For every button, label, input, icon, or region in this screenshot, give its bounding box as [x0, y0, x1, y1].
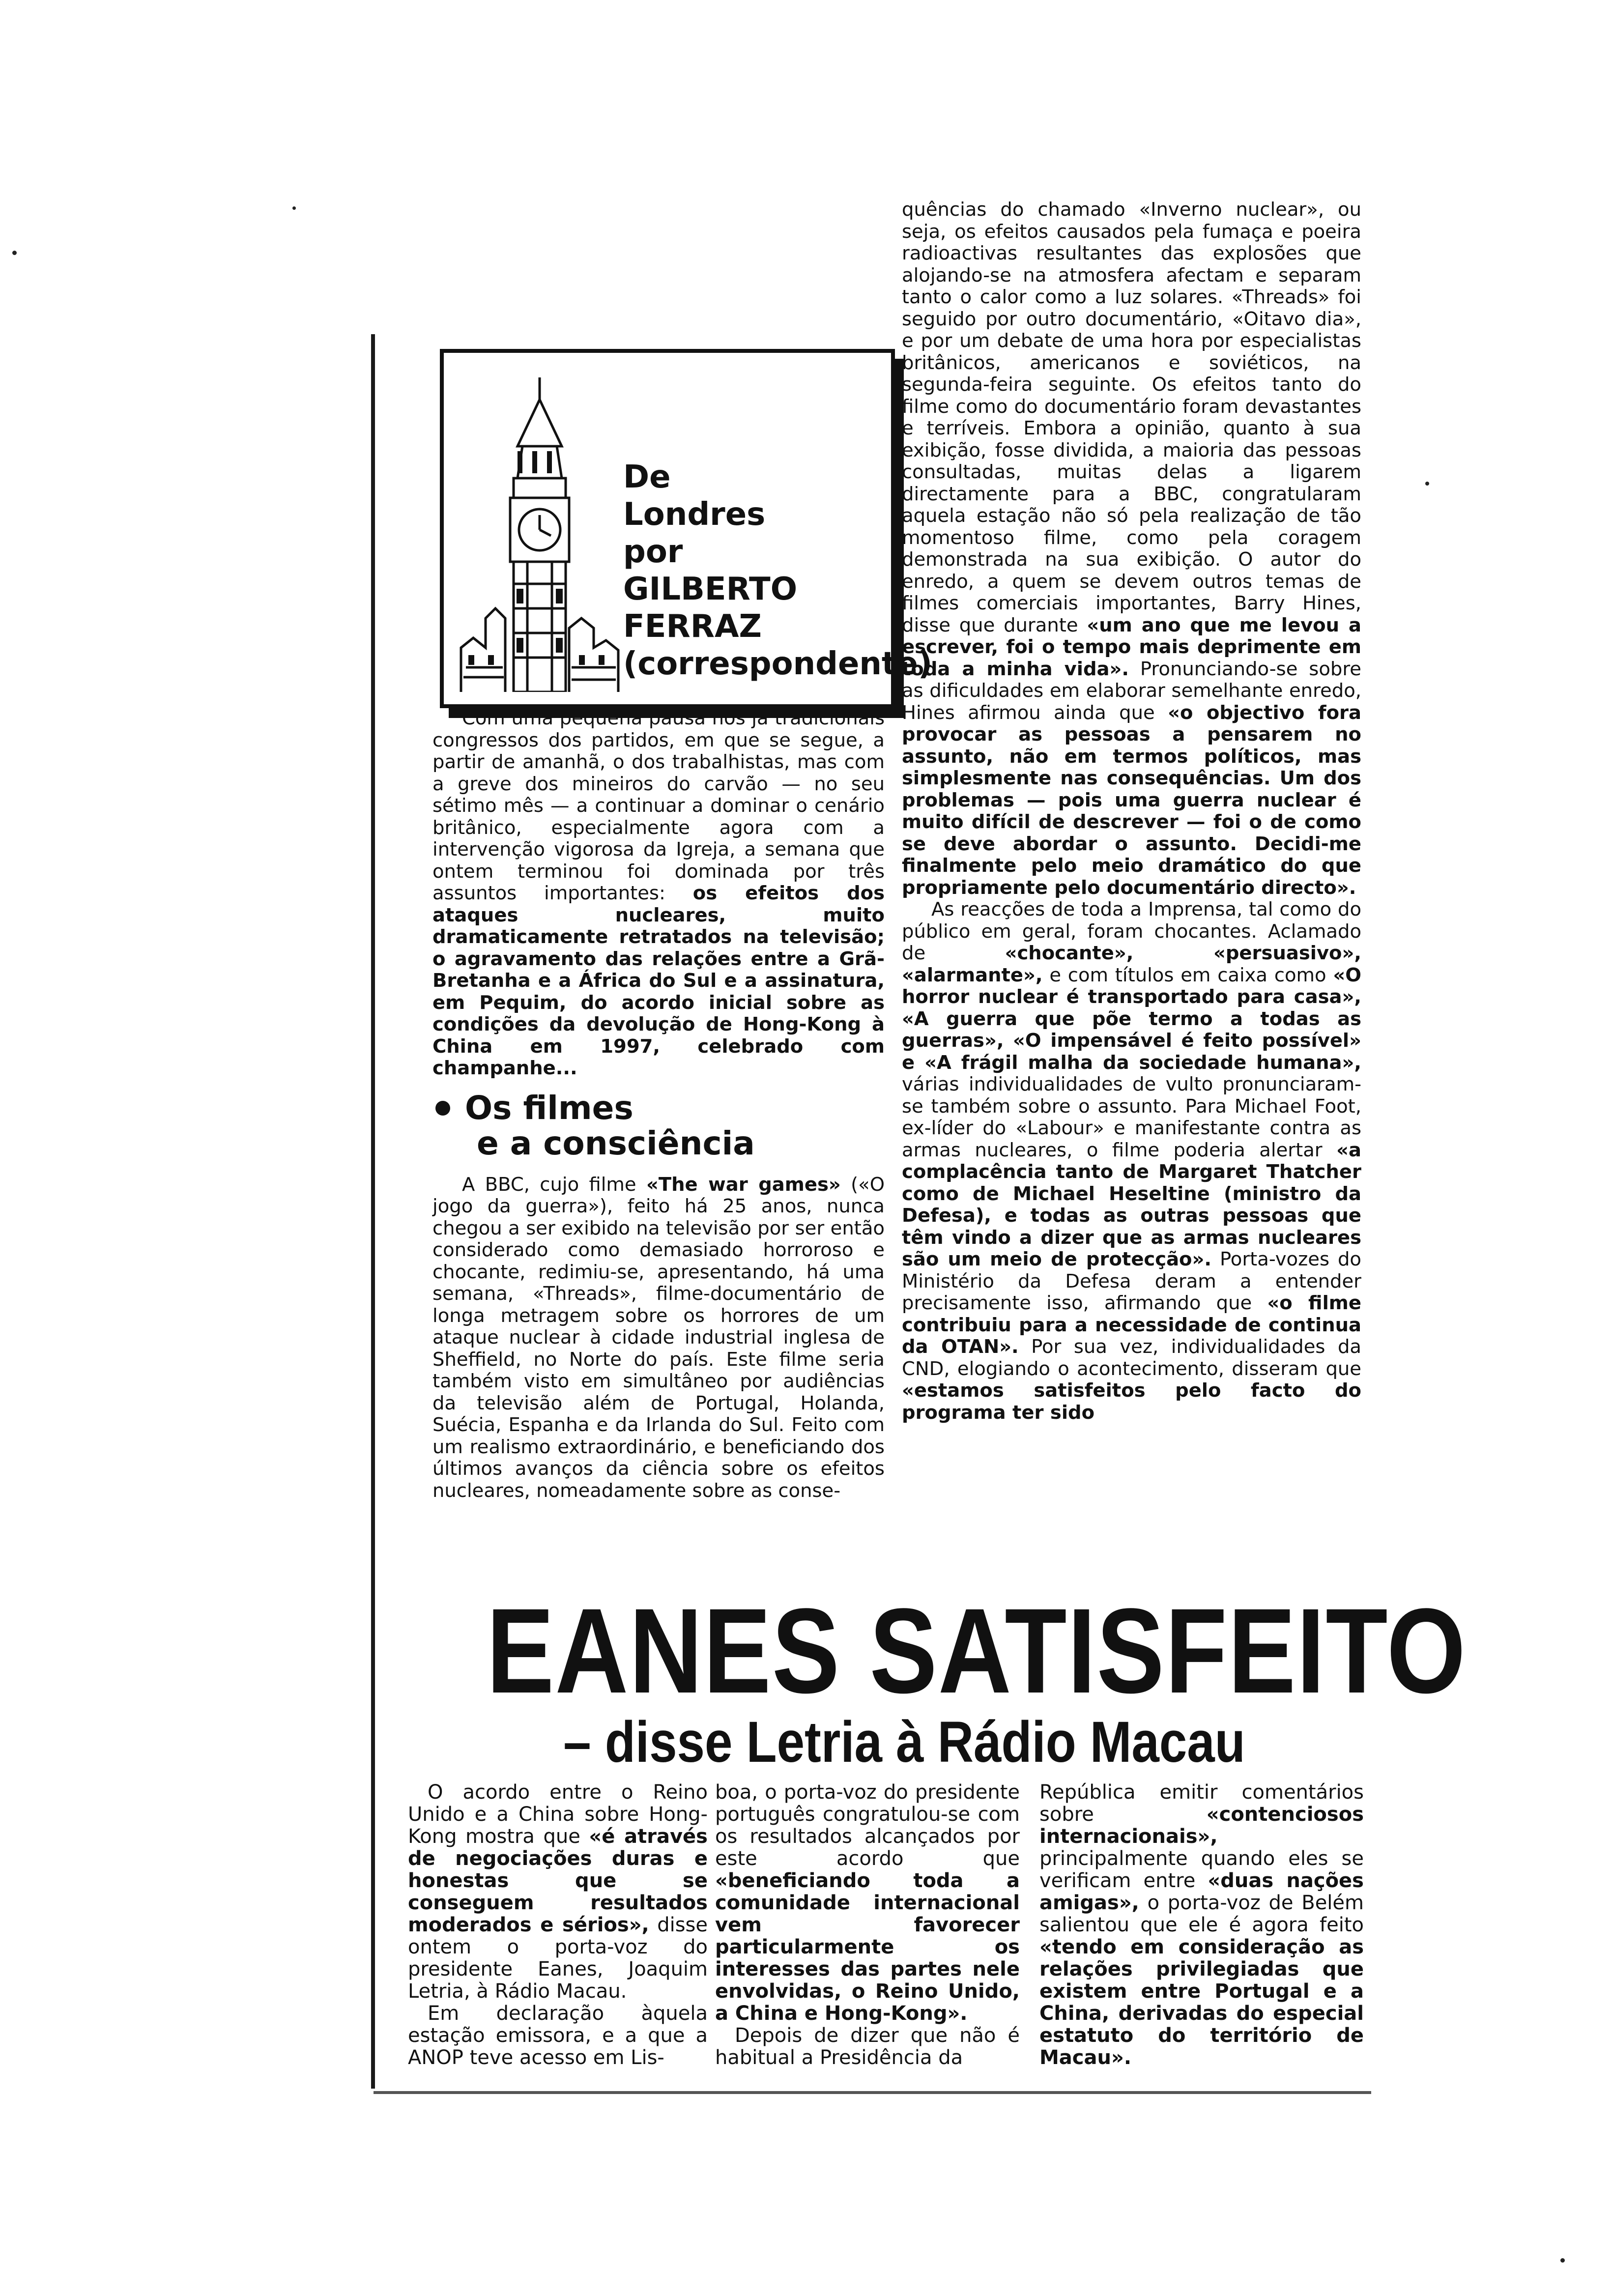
article-text: quências do chamado «Inverno nuclear», ou seja, os efeitos causados pela fumaça e poeira radioactivas resultantes das explosões que alojando-se na atmosfera afectam e separam tanto o calor como a luz solares. «Threads» foi seguido por outro documentário, «Oitavo dia», e por um debate de uma hora por especialistas britânicos, americanos e soviéticos, na segunda-feira seguinte. Os efeitos tanto do filme como do documentário foram devastantes e terríveis. Embora a opinião, quanto à sua exibição, fosse dividida, a maioria das pessoas consultadas, muitas delas a ligarem directamente para a BBC, congratularam aquela estação não só pela realização de tão momentoso filme, como pela coragem demonstrada na sua exibição. O autor do enredo, a quem se devem outros temas de filmes comerciais importantes, Barry Hines, disse que durante: [902, 199, 1361, 636]
article-paragraph: [902, 899, 1361, 1424]
article-text-bold: «o filme contribuiu para a necessidade de continua da OTAN».: [902, 1292, 1361, 1358]
news-text-bold: «é através de negociações duras e honestas que se conseguem resultados moderados e sérios»,: [408, 1825, 708, 1936]
article-text-bold: «a complacência tanto de Margaret Thatcher como de Michael Heseltine (ministro da Defesa), e todas as outras pessoas que têm vindo a dizer que as armas nucleares são um meio de protecção».: [902, 1139, 1361, 1270]
news-column-1: [408, 1781, 708, 2069]
news-headline: EANES SATISFEITO: [486, 1583, 1467, 1719]
big-ben-illustration: [459, 373, 621, 692]
article-text-bold: «O horror nuclear é transportado para casa», «A guerra que põe termo a todas as guerras», «O impensável é feito possível» e «A frágil malha da sociedade humana»,: [902, 964, 1361, 1074]
article-paragraph: [902, 199, 1361, 899]
article-text: («O jogo da guerra»), feito há 25 anos, nunca chegou a ser exibido na televisão por ser então considerado como demasiado horroroso e chocante, redimiu-se, apresentando, há uma semana, «Threads», filme-documentário de longa metragem sobre os horrores de um ataque nuclear à cidade industrial inglesa de Sheffield, no Norte do país. Este filme seria também visto em simultâneo por audiências da televisão além de Portugal, Holanda, Suécia, Espanha e da Irlanda do Sul. Feito com um realismo extraordinário, e beneficiando dos últimos avanços da ciência sobre os efeitos nucleares, nomeadamente sobre as conse-: [432, 1173, 885, 1502]
article-text-bold: «chocante», «persuasivo», «alarmante»,: [902, 942, 1361, 986]
news-paragraph: [715, 1781, 1020, 2025]
news-paragraph: Em declaração àquela estação emissora, e a que a ANOP teve acesso em Lis-: [408, 2002, 708, 2069]
bottom-rule: [374, 2091, 1371, 2094]
news-text: o porta-voz de Belém salientou que ele é agora feito: [1039, 1892, 1364, 1936]
news-paragraph: [1039, 1781, 1364, 2069]
article-column-right: [902, 199, 1361, 1424]
article-text: A BBC, cujo filme: [462, 1173, 646, 1196]
column-rule: [371, 334, 375, 2089]
news-subheadline: – disse Letria à Rádio Macau: [563, 1710, 1245, 1775]
news-text: República emitir comentários sobre: [1039, 1781, 1364, 1826]
scan-speck: [12, 251, 17, 255]
news-text: disse ontem o porta-voz do presidente Eanes, Joaquim Letria, à Rádio Macau.: [408, 1914, 708, 2003]
article-text: Porta-vozes do Ministério da Defesa deram a entender precisamente isso, afirmando que: [902, 1248, 1361, 1314]
article-text: Por sua vez, individualidades da CND, elogiando o acontecimento, disseram que: [902, 1336, 1361, 1380]
news-text: principalmente quando eles se verificam entre: [1039, 1847, 1364, 1892]
news-paragraph: Depois de dizer que não é habitual a Presidência da: [715, 2024, 1020, 2069]
byline: [623, 459, 933, 683]
news-text-bold: «beneficiando toda a comunidade internacional vem favorecer particularmente os interesses das partes nele envolvidas, o Reino Unido, a China e Hong-Kong».: [715, 1869, 1020, 2025]
byline-line: GILBERTO: [623, 571, 798, 607]
news-text-bold: «duas nações amigas»,: [1039, 1869, 1364, 1914]
article-paragraph: [432, 708, 885, 1080]
article-paragraph: [432, 1174, 885, 1502]
article-text: Com uma pequena pausa nos já tradicionais congressos dos partidos, em que se segue, a partir de amanhã, o dos trabalhistas, mas com a greve dos mineiros do carvão — no seu sétimo mês — a continuar a dominar o cenário britânico, especialmente agora com a intervenção vigorosa da Igreja, a semana que ontem terminou foi dominada por três assuntos importantes:: [432, 707, 885, 904]
news-paragraph: [408, 1781, 708, 2003]
news-text: boa, o porta-voz do presidente português congratulou-se com os resultados alcançados por este acordo que: [715, 1781, 1020, 1870]
article-text-bold: «um ano que me levou a escrever, foi o tempo mais deprimente em toda a minha vida».: [902, 614, 1361, 680]
news-column-3: [1039, 1781, 1364, 2069]
article-text: e com títulos em caixa como: [1042, 964, 1333, 986]
news-text: O acordo entre o Reino Unido e a China sobre Hong-Kong mostra que: [408, 1781, 708, 1848]
scan-speck: [1425, 482, 1429, 486]
article-subhead: [432, 1091, 885, 1161]
article-column-left: [432, 708, 885, 1502]
byline-line: (correspondente): [623, 646, 933, 682]
article-text: várias individualidades de vulto pronunciaram-se também sobre o assunto. Para Michael Foot, ex-líder do «Labour» e manifestante contra as armas nucleares, o filme poderia alertar: [902, 1073, 1361, 1161]
article-text: Pronunciando-se sobre as dificuldades em elaborar semelhante enredo, Hines afirmou ainda que: [902, 658, 1361, 724]
byline-box: [440, 349, 933, 708]
article-text-bold: «The war games»: [646, 1173, 841, 1196]
subhead-line: Os filmes: [465, 1089, 633, 1127]
scan-speck: [292, 206, 296, 210]
article-text-bold: «o objectivo fora provocar as pessoas a pensarem no assunto, não em termos políticos, mas simplesmente nas consequências. Um dos problemas — pois uma guerra nuclear é muito difícil de descrever — foi o de como se deve abordar o assunto. Decidi-me finalmente pelo meio dramático do que propriamente pelo documentário directo».: [902, 701, 1361, 899]
article-text-bold: os efeitos dos ataques nucleares, muito dramaticamente retratados na televisão; o agravamento das relações entre a Grã-Bretanha e a África do Sul e a assinatura, em Pequim, do acordo inicial sobre as condições da devolução de Hong-Kong à China em 1997, celebrado com champanhe...: [432, 882, 885, 1079]
byline-line: Londres: [623, 496, 766, 533]
news-column-2: [715, 1781, 1020, 2069]
article-text-bold: «estamos satisfeitos pelo facto do programa ter sido: [902, 1379, 1361, 1424]
bullet-icon: [435, 1101, 450, 1116]
news-text-bold: «tendo em consideração as relações privilegiadas que existem entre Portugal e a China, derivadas do especial estatuto do território de Macau».: [1039, 1936, 1364, 2069]
scan-speck: [1560, 2258, 1565, 2263]
news-text-bold: «contenciosos internacionais»,: [1039, 1803, 1364, 1848]
byline-line: De: [623, 459, 671, 495]
byline-line: por: [623, 534, 683, 570]
subhead-line: e a consciência: [477, 1124, 755, 1162]
article-text: As reacções de toda a Imprensa, tal como do público em geral, foram chocantes. Aclamado de: [902, 898, 1361, 964]
byline-line: FERRAZ: [623, 608, 762, 645]
